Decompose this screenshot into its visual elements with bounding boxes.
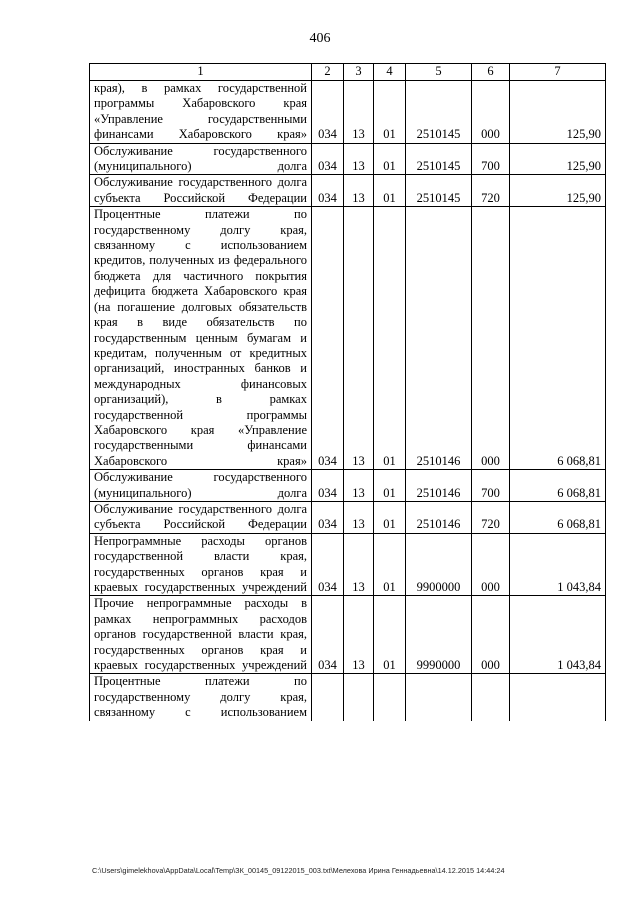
table-row: [90, 674, 606, 721]
section-code: [344, 674, 374, 721]
expense-type-code: 000: [472, 596, 510, 674]
header-col-6: 6: [472, 64, 510, 81]
subsection-code: 01: [374, 501, 406, 533]
subsection-code: 01: [374, 207, 406, 470]
ministry-code: [312, 674, 344, 721]
ministry-code: 034: [312, 501, 344, 533]
section-code: 13: [344, 143, 374, 175]
row-description: [90, 143, 312, 175]
row-description-text: Прочие непрограммные расходы в рамках непрограммных расходов органов государственной власти края, государственных органов края и краевых государственных учреждений: [94, 596, 307, 673]
header-col-7: 7: [510, 64, 606, 81]
row-description-text: края), в рамках государственной программы Хабаровского края «Управление государственными финансами Хабаровского края»: [94, 81, 307, 142]
table-row: [90, 596, 606, 674]
target-code: 2510146: [406, 501, 472, 533]
table-row: [90, 207, 606, 470]
row-description-text: Непрограммные расходы органов государственной власти края, государственных органов края и краевых государственных учреждений: [94, 533, 307, 594]
amount: 125,90: [510, 81, 606, 144]
ministry-code: 034: [312, 175, 344, 207]
table-row: [90, 501, 606, 533]
target-code: 2510146: [406, 207, 472, 470]
amount: 6 068,81: [510, 470, 606, 502]
expense-type-code: [472, 674, 510, 721]
expense-type-code: 720: [472, 501, 510, 533]
amount: [510, 674, 606, 721]
ministry-code: 034: [312, 470, 344, 502]
row-description: [90, 674, 312, 721]
page-number: 406: [309, 31, 331, 46]
ministry-code: 034: [312, 596, 344, 674]
subsection-code: 01: [374, 470, 406, 502]
row-description-text: Обслуживание государственного долга субъекта Российской Федерации: [94, 175, 307, 205]
section-code: 13: [344, 596, 374, 674]
amount: 6 068,81: [510, 501, 606, 533]
target-code: 2510145: [406, 143, 472, 175]
row-description: [90, 175, 312, 207]
expense-type-code: 700: [472, 143, 510, 175]
amount: 125,90: [510, 143, 606, 175]
expense-type-code: 000: [472, 533, 510, 596]
ministry-code: 034: [312, 207, 344, 470]
amount: 1 043,84: [510, 533, 606, 596]
header-col-1: 1: [90, 64, 312, 81]
subsection-code: 01: [374, 175, 406, 207]
section-code: 13: [344, 81, 374, 144]
expense-type-code: 720: [472, 175, 510, 207]
subsection-code: 01: [374, 81, 406, 144]
subsection-code: 01: [374, 533, 406, 596]
ministry-code: 034: [312, 143, 344, 175]
budget-table: [89, 63, 606, 721]
row-description: [90, 533, 312, 596]
ministry-code: 034: [312, 81, 344, 144]
amount: 125,90: [510, 175, 606, 207]
row-description: [90, 596, 312, 674]
target-code: [406, 674, 472, 721]
expense-type-code: 000: [472, 81, 510, 144]
row-description-text: Обслуживание государственного долга субъекта Российской Федерации: [94, 501, 307, 532]
row-description: [90, 207, 312, 470]
table-row: [90, 143, 606, 175]
header-col-4: 4: [374, 64, 406, 81]
target-code: 2510146: [406, 470, 472, 502]
file-path-footer: C:\Users\gimelekhova\AppData\Local\Temp\ЗК_00145_09122015_003.txt\Мелехова Ирина Геннадьевна\14.12.2015 14:44:24: [92, 866, 505, 875]
row-description: [90, 81, 312, 144]
amount: 6 068,81: [510, 207, 606, 470]
row-description-text: Процентные платежи по государственному долгу края, связанному с использованием: [94, 674, 307, 720]
header-col-5: 5: [406, 64, 472, 81]
row-description-text: Процентные платежи по государственному долгу края, связанному с использованием кредитов, полученных из федерального бюджета для частичного покрытия дефицита бюджета Хабаровского края (на погашение долговых обязательств края в виде обязательств по государственным ценным бумагам и кредитам, полученным от кредитных организаций, иностранных банков и международных финансовых организаций), в рамках государственной программы Хабаровского края «Управление государственными финансами Хабаровского края»: [94, 207, 307, 468]
section-code: 13: [344, 501, 374, 533]
row-description: [90, 501, 312, 533]
amount: 1 043,84: [510, 596, 606, 674]
table-header-row: [90, 64, 606, 81]
target-code: 9900000: [406, 533, 472, 596]
ministry-code: 034: [312, 533, 344, 596]
table-row: [90, 470, 606, 502]
header-col-3: 3: [344, 64, 374, 81]
section-code: 13: [344, 175, 374, 207]
subsection-code: 01: [374, 596, 406, 674]
target-code: 2510145: [406, 175, 472, 207]
target-code: 9990000: [406, 596, 472, 674]
expense-type-code: 000: [472, 207, 510, 470]
table-row: [90, 81, 606, 144]
row-description: [90, 470, 312, 502]
expense-type-code: 700: [472, 470, 510, 502]
section-code: 13: [344, 207, 374, 470]
section-code: 13: [344, 470, 374, 502]
subsection-code: 01: [374, 143, 406, 175]
header-col-2: 2: [312, 64, 344, 81]
row-description-text: Обслуживание государственного (муниципального) долга: [94, 143, 307, 174]
table-row: [90, 175, 606, 207]
target-code: 2510145: [406, 81, 472, 144]
subsection-code: [374, 674, 406, 721]
table-row: [90, 533, 606, 596]
section-code: 13: [344, 533, 374, 596]
row-description-text: Обслуживание государственного (муниципального) долга: [94, 470, 307, 500]
